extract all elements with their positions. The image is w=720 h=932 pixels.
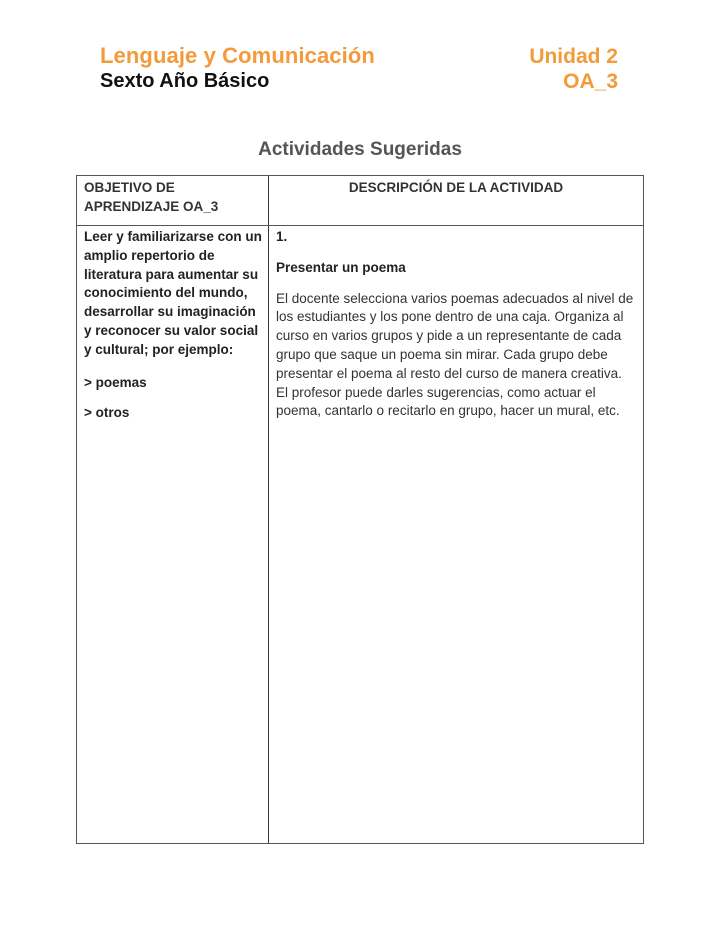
header-objective: OBJETIVO DE APRENDIZAJE OA_3 bbox=[84, 180, 219, 214]
unit-label: Unidad 2 bbox=[529, 45, 618, 68]
activity-table bbox=[76, 175, 644, 844]
header-row-divider bbox=[77, 225, 643, 226]
objective-cell bbox=[84, 228, 266, 431]
header-description: DESCRIPCIÓN DE LA ACTIVIDAD bbox=[348, 180, 564, 195]
objective-example-otros: > otros bbox=[84, 405, 130, 421]
activity-body: El docente selecciona varios poemas adecuados al nivel de los estudiantes y los pone dentro de una caja. Organiza al curso en varios grupos y pide a un representante de cada grupo que saque un poema sin mirar. Cada grupo debe presentar el poema al resto del curso de manera creativa. El profesor puede darles sugerencias, como actuar el poema, cantarlo o recitarlo en grupo, hacer un mural, etc. bbox=[276, 290, 634, 419]
section-title: Actividades Sugeridas bbox=[258, 139, 462, 160]
grade-level: Sexto Año Básico bbox=[100, 70, 270, 92]
activity-number: 1. bbox=[276, 229, 288, 244]
objective-example-poemas: > poemas bbox=[84, 374, 147, 390]
objective-text: Leer y familiarizarse con un amplio repertorio de literatura para aumentar su conocimiento del mundo, desarrollar su imaginación y reconocer su valor social y cultural; por ejemplo: bbox=[84, 229, 262, 357]
oa-code-label: OA_3 bbox=[563, 70, 618, 93]
column-divider bbox=[268, 176, 269, 843]
activity-title: Presentar un poema bbox=[276, 259, 406, 275]
description-cell bbox=[276, 228, 636, 429]
document-header-left bbox=[100, 42, 375, 94]
document-header-right bbox=[529, 44, 618, 94]
subject-title: Lenguaje y Comunicación bbox=[100, 43, 375, 68]
